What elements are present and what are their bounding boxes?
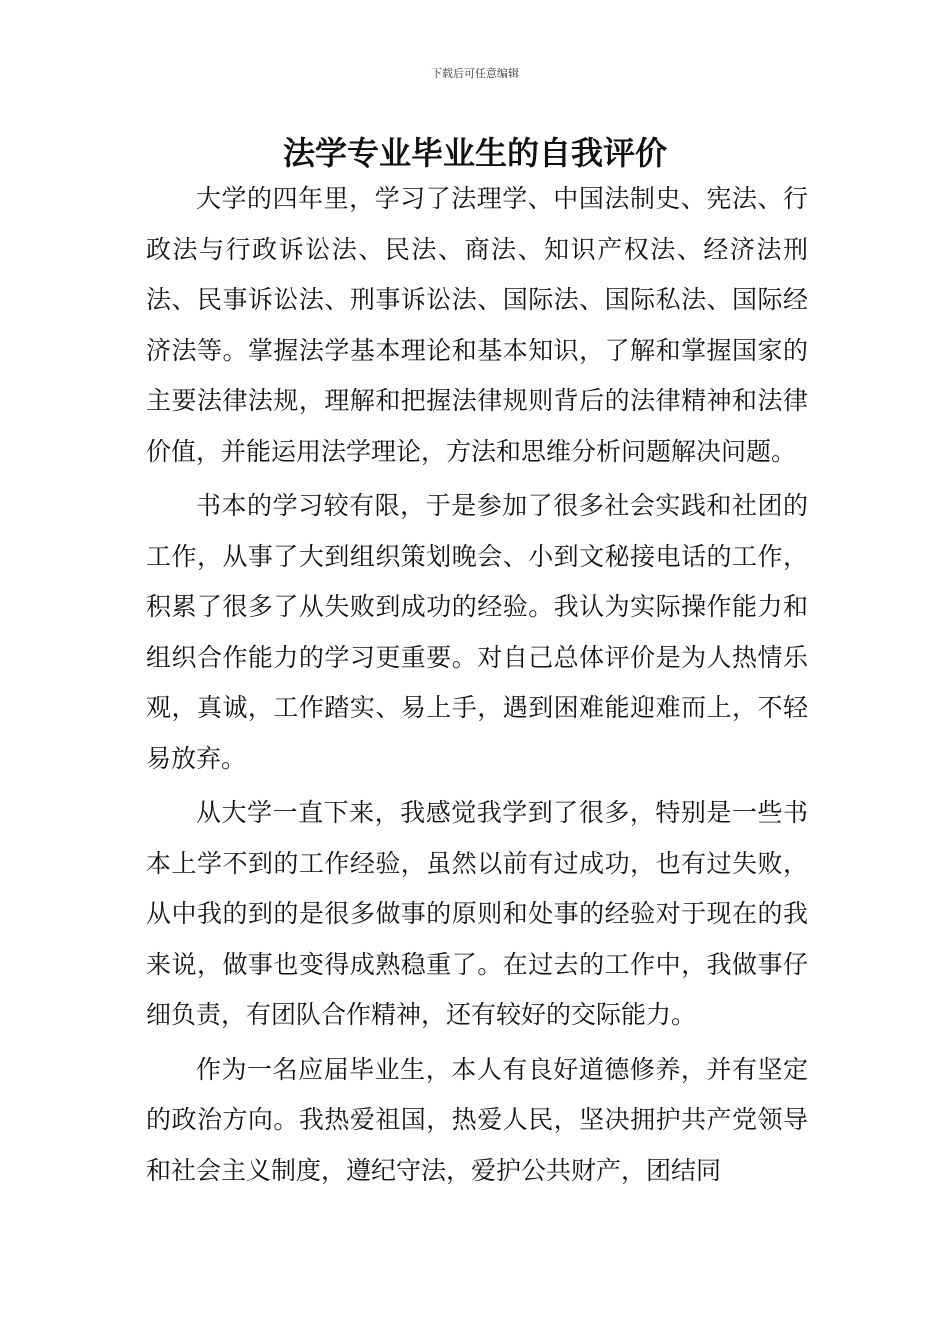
paragraph-3: 从大学一直下来，我感觉我学到了很多，特别是一些书本上学不到的工作经验，虽然以前有过成功，也有过失败，从中我的到的是很多做事的原则和处事的经验对于现在的我来说，做事也变得成熟稳重了。在过去的工作中，我做事仔细负责，有团队合作精神，还有较好的交际能力。 bbox=[146, 798, 808, 1029]
paragraph-2: 书本的学习较有限，于是参加了很多社会实践和社团的工作，从事了大到组织策划晚会、小到文秘接电话的工作，积累了很多了从失败到成功的经验。我认为实际操作能力和组织合作能力的学习更重要。对自己总体评价是为人热情乐观，真诚，工作踏实、易上手，遇到困难能迎难而上，不轻易放弃。 bbox=[146, 491, 808, 773]
document-body bbox=[146, 174, 808, 1200]
paragraph-1: 大学的四年里，学习了法理学、中国法制史、宪法、行政法与行政诉讼法、民法、商法、知识产权法、经济法刑法、民事诉讼法、刑事诉讼法、国际法、国际私法、国际经济法等。掌握法学基本理论和基本知识，了解和掌握国家的主要法律法规，理解和把握法律规则背后的法律精神和法律价值，并能运用法学理论，方法和思维分析问题解决问题。 bbox=[146, 184, 808, 466]
paragraph-4: 作为一名应届毕业生，本人有良好道德修养，并有坚定的政治方向。我热爱祖国，热爱人民，坚决拥护共产党领导和社会主义制度，遵纪守法，爱护公共财产，团结同 bbox=[146, 1054, 808, 1185]
header-note: 下载后可任意编辑 bbox=[431, 67, 519, 80]
document-title: 法学专业毕业生的自我评价 bbox=[282, 134, 667, 172]
